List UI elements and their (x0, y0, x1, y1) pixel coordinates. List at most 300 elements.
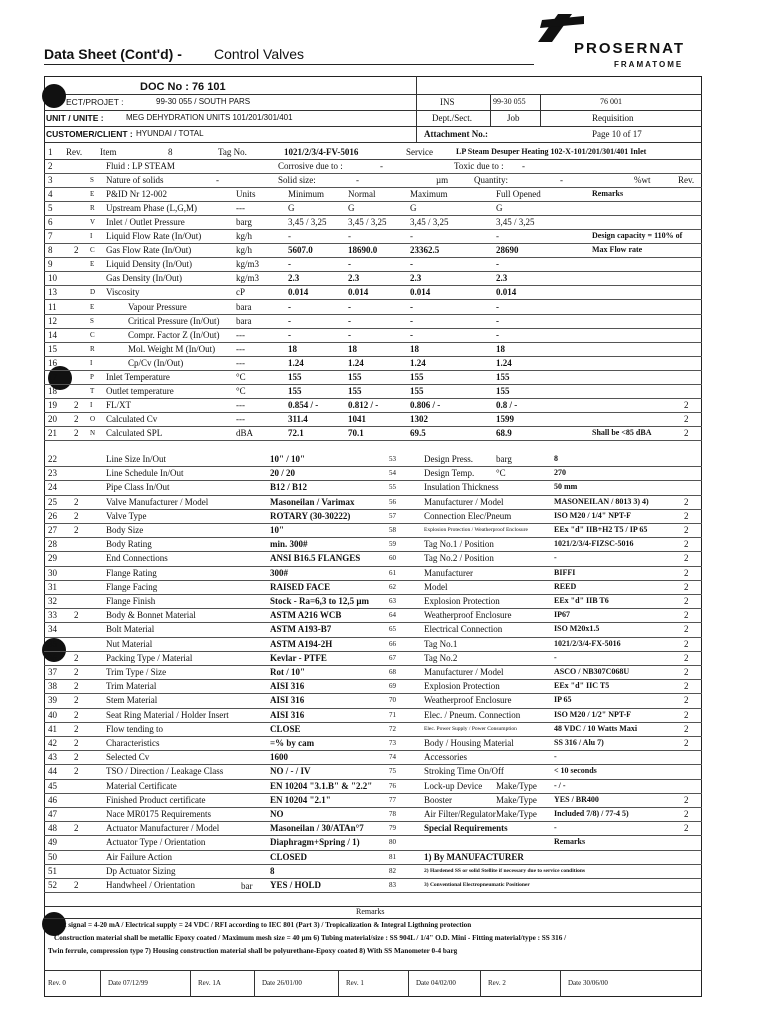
param-value: 70.1 (348, 427, 364, 438)
row-rev: 2 (74, 525, 79, 535)
param-value: 28690 (496, 245, 519, 256)
param-value: - (410, 315, 413, 326)
param-unit-right: barg (496, 454, 512, 464)
param-value: - (496, 329, 499, 340)
footer-rev-0: Rev. 0 (48, 979, 66, 987)
row-number: 46 (48, 794, 57, 805)
row-number-right: 54 (389, 469, 396, 478)
row-number: 29 (48, 553, 57, 564)
table-row (44, 480, 702, 495)
param-value: 18 (348, 343, 357, 354)
row-section-letter: O (90, 414, 96, 423)
param-unit: Units (236, 189, 256, 200)
row-number: 22 (48, 454, 57, 464)
row-rev-right: 2 (684, 652, 689, 663)
row-section-letter: C (90, 330, 95, 339)
table-row (44, 285, 702, 300)
unit-label: UNIT / UNITE : (46, 113, 104, 123)
param-value: AISI 316 (270, 709, 305, 720)
row-section-letter: I (90, 232, 93, 241)
param-label: Valve Type (106, 510, 147, 521)
param-value: 1599 (496, 413, 514, 424)
param-value: 155 (410, 385, 424, 396)
table-row (44, 271, 702, 286)
param-label: Handwheel / Orientation (106, 880, 195, 890)
row-rev: 2 (74, 399, 79, 410)
param-value-right: Included 7/8) / 77-4 5) (554, 809, 629, 818)
param-label: Flange Facing (106, 581, 158, 592)
param-value: 0.014 (496, 287, 517, 298)
param-value: Stock - Ra=6,3 to 12,5 µm (270, 596, 370, 606)
table-row (44, 736, 702, 751)
param-value-right: EEx "d" IIB+H2 T5 / IP 65 (554, 525, 648, 534)
param-value: - (348, 231, 351, 242)
row-section-letter: V (90, 218, 96, 227)
param-value: ASTM A216 WCB (270, 610, 342, 621)
param-label: Gas Density (In/Out) (106, 273, 182, 284)
row-number: 45 (48, 780, 57, 791)
param-label-right: Manufacturer / Model (424, 667, 504, 677)
param-value: Maximum (410, 189, 448, 200)
row-number: 21 (48, 427, 57, 438)
param-value-right: 1021/2/3/4-FIZSC-5016 (554, 539, 634, 549)
row-rev: 2 (74, 667, 79, 677)
param-unit: bara (236, 315, 252, 326)
logo-brand: PROSERNAT (574, 40, 686, 57)
row-number: 4 (48, 189, 53, 200)
param-label-right: Design Temp. (424, 468, 475, 479)
param-unit-right: Make/Type (496, 809, 537, 819)
row-section-letter: S (90, 176, 94, 185)
row-number-right: 57 (389, 511, 396, 520)
param-label-right: 2) Hardened SS or solid Stellite if necessary due to service conditions (424, 867, 586, 874)
row-rev-right: 2 (684, 723, 689, 734)
param-label: FL/XT (106, 399, 132, 410)
param-value-right: EEx "d" IIB T6 (554, 596, 609, 605)
row-rev-right: 2 (684, 695, 689, 706)
row-rev-right: 2 (684, 399, 689, 410)
row-rev-right: 2 (684, 427, 689, 438)
row-number: 27 (48, 525, 57, 535)
param-label: Calculated SPL (106, 427, 163, 438)
row-number: 52 (48, 880, 57, 890)
param-label: Liquid Flow Rate (In/Out) (106, 231, 202, 242)
param-value: 68.9 (496, 427, 512, 438)
row-rev-right: 2 (684, 496, 689, 507)
param-value: 155 (288, 385, 302, 396)
table-row (44, 466, 702, 481)
param-label-right: Design Press. (424, 454, 473, 464)
param-value-right: 48 VDC / 10 Watts Maxi (554, 723, 638, 733)
row-number: 47 (48, 809, 57, 819)
param-value: 0.806 / - (410, 399, 441, 410)
param-unit: --- (236, 413, 245, 424)
row-number: 7 (48, 231, 53, 242)
footer-rev-1a: Rev. 1A (198, 979, 221, 987)
row-number-right: 60 (389, 554, 396, 563)
row-number: 35 (48, 638, 57, 649)
param-value: - (410, 301, 413, 312)
param-label-right: Tag No.1 / Position (424, 539, 494, 550)
param-label: Compr. Factor Z (In/Out) (128, 329, 220, 340)
logo-sub: FRAMATOME (614, 60, 684, 69)
param-label-right: Connection Elec/Pneum (424, 510, 512, 521)
param-unit: kg/h (236, 245, 253, 256)
param-value: ASTM A193-B7 (270, 624, 332, 635)
footer-date-1a: Date 26/01/00 (262, 979, 302, 987)
param-value: - (288, 259, 291, 270)
param-value-right: - (554, 823, 557, 833)
table-row (44, 243, 702, 258)
param-value: 10" / 10" (270, 454, 305, 464)
row-number-right: 78 (389, 810, 396, 818)
param-value: 1041 (348, 413, 366, 424)
row-section-letter: C (90, 246, 95, 255)
param-value: Minimum (288, 189, 325, 200)
row-number: 34 (48, 624, 57, 635)
table-row (44, 779, 702, 794)
table-row (44, 229, 702, 244)
row-rev: 2 (74, 413, 79, 424)
param-label: TSO / Direction / Leakage Class (106, 766, 224, 777)
row-number-right: 59 (389, 540, 396, 549)
param-value: Masoneilan / 30/ATAn°7 (270, 823, 364, 834)
service-label: Service (406, 147, 433, 157)
row-number-right: 81 (389, 852, 396, 861)
param-value: EN 10204 "3.1.B" & "2.2" (270, 780, 373, 791)
param-unit-right: Make/Type (496, 780, 537, 791)
row-number: 31 (48, 581, 57, 592)
table-row (44, 594, 702, 609)
table-row (44, 693, 702, 708)
table-row (44, 665, 702, 680)
param-value: 18 (410, 343, 419, 354)
row-number: 6 (48, 217, 53, 228)
param-label-right: Insulation Thickness (424, 482, 499, 493)
param-label-right: Elec. / Pneum. Connection (424, 709, 521, 720)
ins-value: 76 001 (600, 97, 622, 106)
param-value: YES / HOLD (270, 880, 322, 890)
row-number: 23 (48, 468, 57, 479)
param-unit-right: Make/Type (496, 794, 537, 805)
table-row (44, 509, 702, 524)
table-row (44, 342, 702, 357)
footer-date-1: Date 04/02/00 (416, 979, 456, 987)
param-label: Vapour Pressure (128, 301, 187, 312)
row-rev: 2 (74, 610, 79, 621)
row-number: 3 (48, 175, 53, 186)
param-label-right: Model (424, 581, 448, 592)
table-row (44, 864, 702, 879)
row-rev-right: 2 (684, 823, 689, 834)
tag-row (44, 145, 702, 160)
row-number: 16 (48, 357, 57, 368)
footer-date-2: Date 30/06/00 (568, 979, 608, 987)
param-value-right: 50 mm (554, 482, 578, 492)
quantity-label: Quantity: (474, 175, 508, 186)
row-rev: 2 (74, 510, 79, 521)
param-label: Liquid Density (In/Out) (106, 259, 192, 270)
table-row (44, 495, 702, 510)
param-label-right: 3) Conventional Electropneumatic Positioner (424, 882, 530, 888)
remarks-label: Remarks (356, 907, 385, 916)
row-number: 39 (48, 695, 57, 706)
param-label-right: Electrical Connection (424, 624, 503, 635)
table-row (44, 764, 702, 779)
param-value-right: 1021/2/3/4-FX-5016 (554, 638, 621, 648)
table-row (44, 201, 702, 216)
table-row (44, 722, 702, 737)
table-row (44, 608, 702, 623)
row-number-right: 68 (389, 668, 396, 676)
row-number: 28 (48, 539, 57, 550)
company-logo (528, 14, 698, 76)
param-value: Normal (348, 189, 376, 200)
param-label: Body & Bonnet Material (106, 610, 196, 621)
param-value: AISI 316 (270, 681, 305, 692)
unit-value: MEG DEHYDRATION UNITS 101/201/301/401 (126, 113, 293, 122)
param-label: Body Rating (106, 539, 152, 550)
remarks-line-1: ut signal = 4-20 mA / Electrical supply = 24 VDC / RFI according to IEC 801 (Part 3) / Tropicalization & Integral Ligthning protection (60, 921, 472, 929)
row-number: 9 (48, 259, 53, 270)
param-label: Characteristics (106, 738, 160, 748)
solid-size-unit: µm (436, 175, 449, 186)
param-value-right: REED (554, 581, 577, 591)
param-value-right: - (554, 553, 557, 563)
param-value-right: Remarks (554, 837, 586, 847)
page-title: Data Sheet (Cont'd) - (44, 46, 182, 62)
param-value: CLOSE (270, 723, 301, 734)
row-rev: 2 (74, 738, 79, 748)
row-number: 2 (48, 161, 53, 171)
solid-size-label: Solid size: (278, 175, 316, 186)
row-number: 15 (48, 343, 57, 354)
param-value-right: ISO M20 / 1/2" NPT-F (554, 709, 632, 719)
param-value-right: - (554, 652, 557, 662)
table-row (44, 850, 702, 865)
param-label: Viscosity (106, 287, 140, 298)
param-value: 155 (348, 385, 362, 396)
row-number: 33 (48, 610, 57, 621)
row-number: 17 (48, 371, 57, 382)
param-value-right: < 10 seconds (554, 766, 597, 776)
param-value: - (496, 315, 499, 326)
param-value: 3,45 / 3,25 (496, 217, 535, 228)
param-value-right: - / - (554, 780, 566, 790)
param-value: 300# (270, 567, 288, 578)
param-label: Inlet / Outlet Pressure (106, 217, 185, 228)
param-label: Critical Pressure (In/Out) (128, 315, 220, 326)
row-section-letter: I (90, 358, 93, 367)
param-value: 18 (496, 343, 505, 354)
param-unit-right: °C (496, 468, 506, 479)
row-rev: 2 (74, 245, 79, 256)
param-value: 72.1 (288, 427, 304, 438)
param-label: Outlet temperature (106, 385, 174, 396)
param-label: Inlet Temperature (106, 371, 170, 382)
param-remark: Shall be <85 dBA (592, 427, 652, 437)
table-row (44, 835, 702, 850)
param-value: - (410, 231, 413, 242)
row-section-letter: E (90, 302, 95, 311)
param-unit: dBA (236, 427, 254, 438)
param-value: 18 (288, 343, 297, 354)
row-number-right: 53 (389, 455, 396, 463)
param-label-right: Manufacturer / Model (424, 496, 504, 507)
param-value: 8 (270, 865, 275, 876)
param-value: EN 10204 "2.1" (270, 794, 331, 805)
row-number: 42 (48, 738, 57, 748)
tag-label: Tag No. (218, 147, 247, 157)
corrosive-value: - (380, 161, 383, 171)
row-number-right: 66 (389, 639, 396, 648)
param-unit: --- (236, 357, 245, 368)
table-row (44, 412, 702, 427)
param-value: - (348, 329, 351, 340)
param-label: Bolt Material (106, 624, 155, 635)
param-value: 2.3 (348, 273, 360, 284)
param-value: 155 (410, 371, 424, 382)
param-value: G (496, 203, 503, 214)
row-number: 38 (48, 681, 57, 692)
row-number-right: 77 (389, 795, 396, 804)
row-number: 20 (48, 413, 57, 424)
row-section-letter: S (90, 316, 94, 325)
param-value: 69.5 (410, 427, 426, 438)
table-row (44, 384, 702, 399)
row-rev-right: 2 (684, 709, 689, 720)
param-unit: barg (236, 217, 252, 228)
table-row (44, 328, 702, 343)
param-unit: --- (236, 203, 245, 214)
row-number-right: 73 (389, 739, 396, 747)
param-value: 1.24 (496, 357, 512, 368)
corrosive-label: Corrosive due to : (278, 161, 343, 171)
footer-rev-1: Rev. 1 (346, 979, 364, 987)
param-label: Packing Type / Material (106, 652, 193, 663)
fluid-label: Fluid : LP STEAM (106, 161, 175, 171)
param-unit: kg/h (236, 231, 253, 242)
param-label-right: Tag No.2 (424, 652, 458, 663)
param-value: AISI 316 (270, 695, 305, 706)
row-number-right: 62 (389, 582, 396, 591)
table-row (44, 580, 702, 595)
row-number-right: 79 (389, 824, 396, 833)
row-rev: 2 (74, 752, 79, 763)
param-unit: --- (236, 329, 245, 340)
row-number: 24 (48, 482, 57, 493)
quantity-unit: %wt (634, 175, 651, 186)
param-value: 311.4 (288, 413, 308, 424)
row-rev-right: 2 (684, 510, 689, 521)
row-section-letter: R (90, 344, 95, 353)
param-value: - (496, 301, 499, 312)
remarks-line-3: Twin ferrule, compression type 7) Housing construction material shall be polyurethane-Epoxy coated 8) With SS Manometer 0-4 barg (48, 947, 458, 955)
param-value: 3,45 / 3,25 (410, 217, 449, 228)
param-label-right: Tag No.1 (424, 638, 458, 649)
row-rev: 2 (74, 880, 79, 890)
param-value-right: IP 65 (554, 695, 572, 705)
row-number: 14 (48, 329, 57, 340)
param-label-right: Special Requirements (424, 823, 508, 834)
param-unit: bara (236, 301, 252, 312)
row-rev: 2 (74, 766, 79, 777)
table-row (44, 314, 702, 329)
param-value: G (348, 203, 355, 214)
param-label: Actuator Manufacturer / Model (106, 823, 220, 834)
row-rev-right: 2 (684, 539, 689, 550)
row-number: 36 (48, 652, 57, 663)
row-number-right: 56 (389, 497, 396, 506)
ins-label: INS (440, 97, 455, 107)
param-value: 0.854 / - (288, 399, 319, 410)
param-label-right: Weatherproof Enclosure (424, 695, 512, 706)
param-value-right: ASCO / NB307C068U (554, 667, 630, 676)
row-rev: 2 (74, 496, 79, 507)
param-value: - (348, 301, 351, 312)
row-number-right: 83 (389, 881, 396, 889)
row-number-right: 75 (389, 767, 396, 776)
row-section-letter: P (90, 372, 94, 381)
table-row (44, 215, 702, 230)
table-row (44, 637, 702, 652)
rev-label: Rev. (66, 147, 83, 157)
param-value: 1.24 (410, 357, 426, 368)
project-label: ECT/PROJET : (66, 97, 124, 107)
dept-label: Dept./Sect. (432, 113, 472, 123)
table-row (44, 750, 702, 765)
param-label-right: Explosion Protection / Weatherproof Enclosure (424, 527, 528, 533)
param-value: =% by cam (270, 738, 315, 748)
param-unit: cP (236, 287, 245, 298)
param-value: 0.812 / - (348, 399, 379, 410)
param-value: 2.3 (288, 273, 300, 284)
table-row (44, 356, 702, 371)
table-row (44, 398, 702, 413)
param-remark: Max Flow rate (592, 245, 643, 255)
table-row (44, 807, 702, 822)
row-number: 8 (48, 245, 53, 256)
table-row (44, 300, 702, 315)
revision-footer (44, 970, 702, 997)
param-value-right: SS 316 / Alu 7) (554, 738, 604, 747)
row-number-right: 80 (389, 838, 396, 847)
row-section-letter: N (90, 428, 96, 437)
row-rev-right: 2 (684, 567, 689, 578)
row-rev-right: 2 (684, 525, 689, 535)
page-subtitle: Control Valves (214, 46, 305, 62)
param-unit: °C (236, 385, 246, 396)
param-label-right: Elec. Power Supply / Power Consumption (424, 725, 517, 732)
toxic-label: Toxic due to : (454, 161, 504, 171)
table-row (44, 551, 702, 566)
param-label-right: 1) By MANUFACTURER (424, 851, 524, 862)
param-value: min. 300# (270, 539, 308, 550)
row-rev: 2 (74, 681, 79, 692)
param-value: - (288, 301, 291, 312)
page-number: Page 10 of 17 (592, 129, 642, 139)
remarks-line-2: Construction material shall be metallic Epoxy coated / Maximum mesh size = 40 µm 6) Tubing material/size : SS 904L / 1/4" O.D. Mini - Fitting material/type : SS 316 / (54, 934, 567, 942)
param-label: Cp/Cv (In/Out) (128, 357, 184, 368)
dp-unit: bar (241, 881, 253, 891)
customer-label: CUSTOMER/CLIENT : (46, 129, 133, 139)
attachment-label: Attachment No.: (424, 129, 488, 139)
param-value: 1302 (410, 413, 428, 424)
job-label: Job (507, 113, 520, 123)
row-number: 44 (48, 766, 57, 777)
param-label-right: Tag No.2 / Position (424, 553, 494, 564)
param-value-right: 270 (554, 468, 566, 478)
